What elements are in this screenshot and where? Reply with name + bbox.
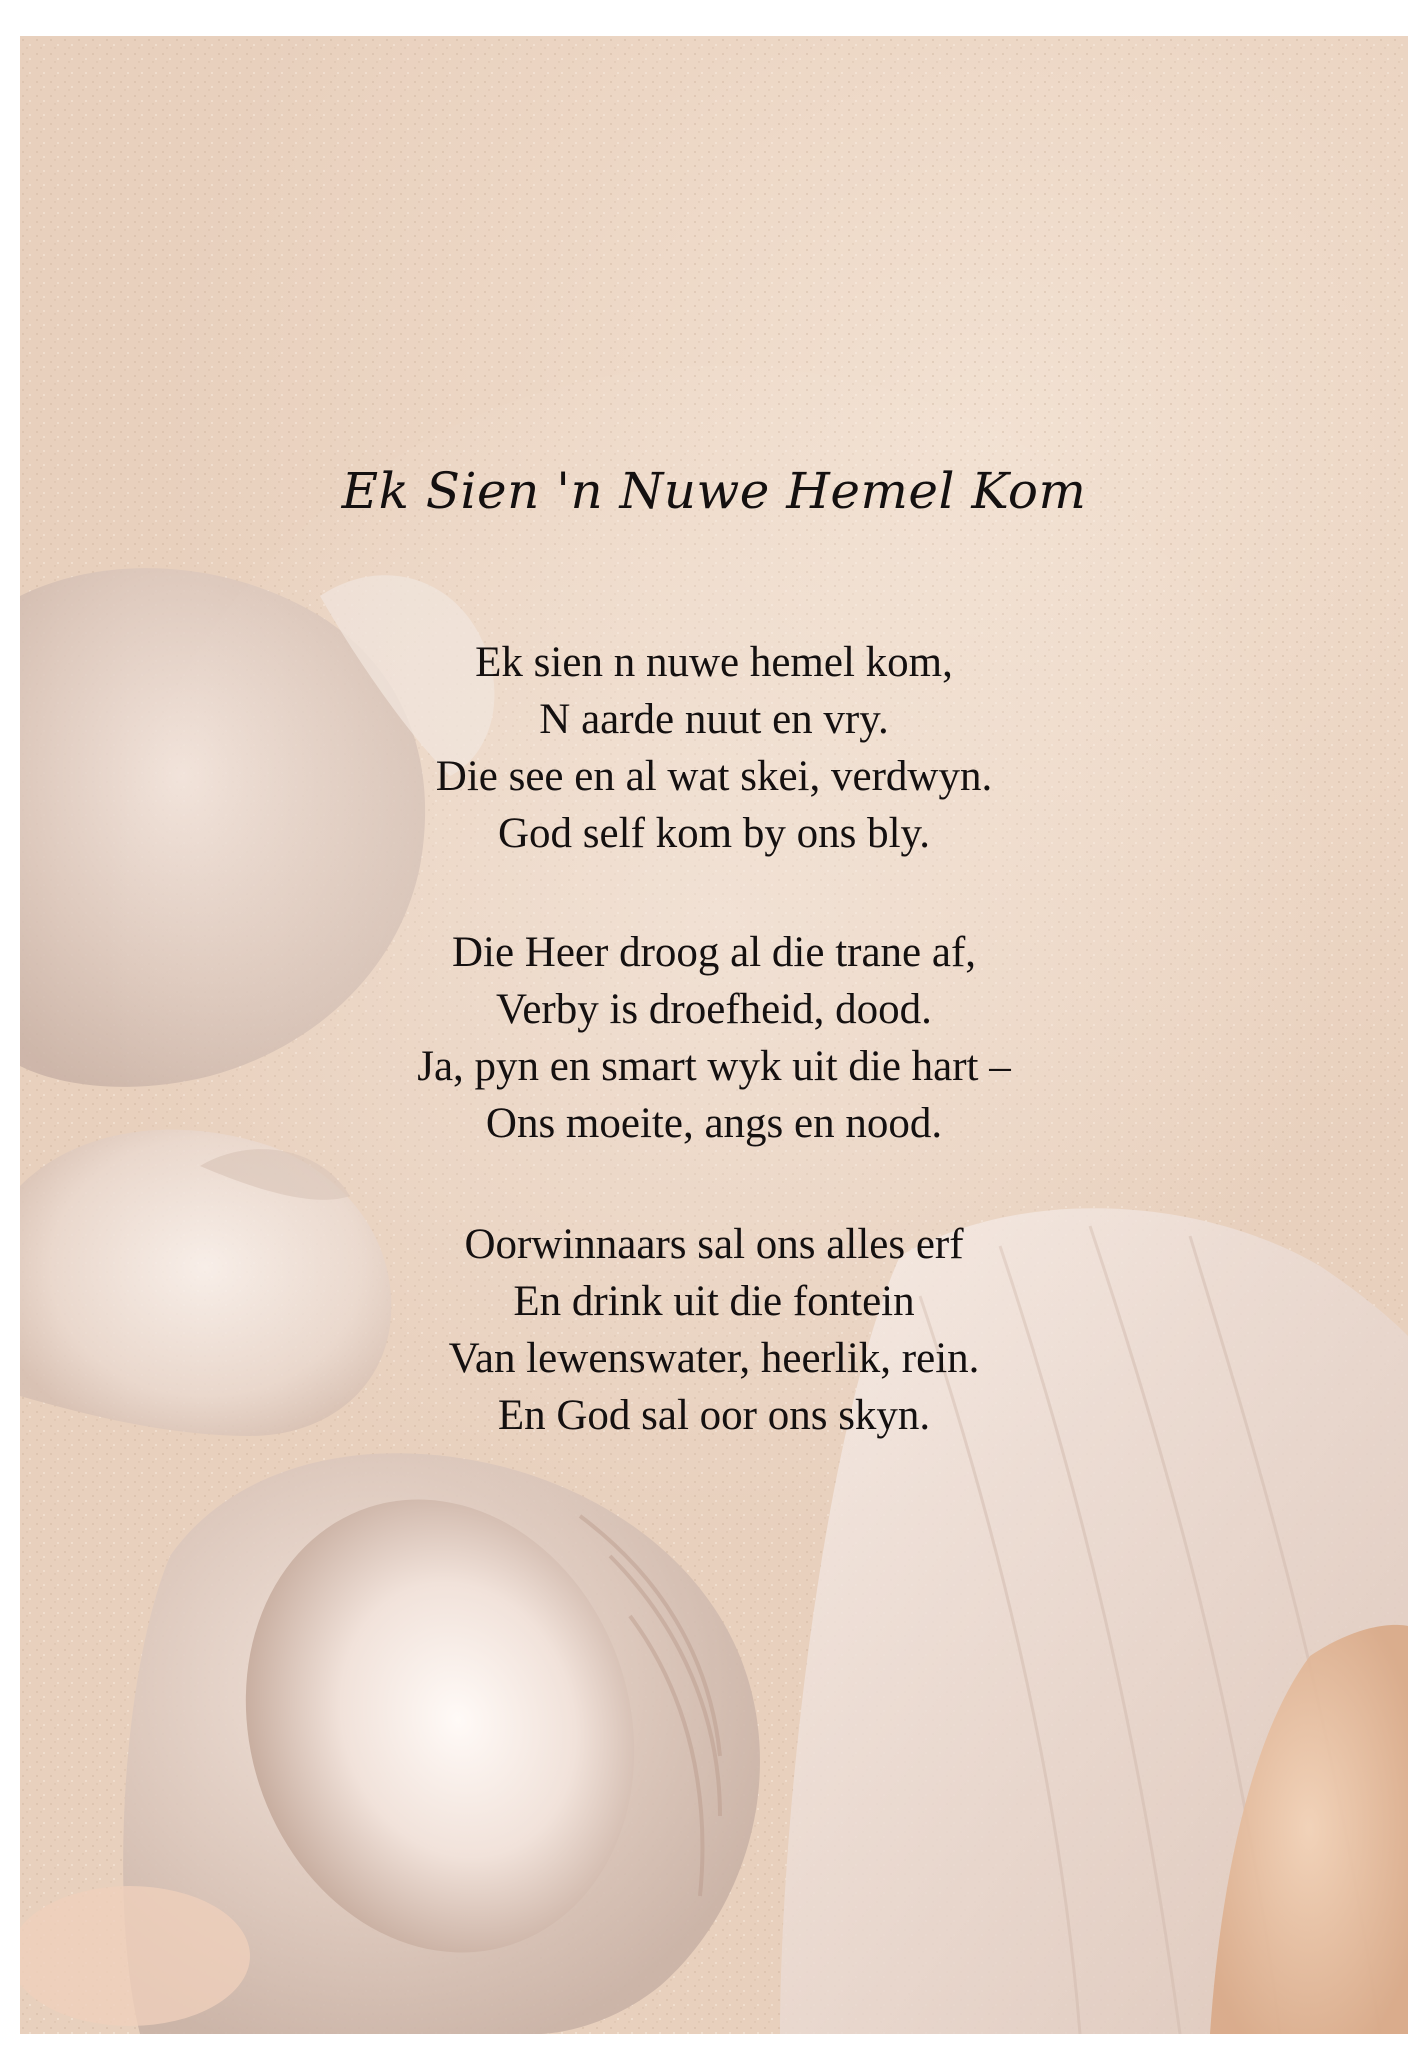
poem-line: Die see en al wat skei, verdwyn. xyxy=(435,753,993,800)
stanza-2 xyxy=(20,924,1408,1152)
poem-line: Ek sien n nuwe hemel kom, xyxy=(475,639,953,686)
poem-line: Oorwinnaars sal ons alles erf xyxy=(464,1221,964,1268)
poem-line: N aarde nuut en vry. xyxy=(539,696,889,743)
poem-line: Ons moeite, angs en nood. xyxy=(485,1100,943,1147)
poem-line: Verby is droefheid, dood. xyxy=(496,986,932,1033)
poem-line: God self kom by ons bly. xyxy=(498,810,930,857)
poem-line: Die Heer droog al die trane af, xyxy=(451,929,977,976)
poem-line: En God sal oor ons skyn. xyxy=(497,1392,931,1439)
poem-sheet xyxy=(20,36,1408,2034)
stanza-1 xyxy=(20,634,1408,862)
poem-line: En drink uit die fontein xyxy=(513,1278,915,1325)
poem xyxy=(20,36,1408,2034)
poem-line: Van lewenswater, heerlik, rein. xyxy=(448,1335,980,1382)
stanza-3 xyxy=(20,1216,1408,1444)
poem-line: Ja, pyn en smart wyk uit die hart – xyxy=(417,1043,1011,1090)
poem-title: Ek Sien 'n Nuwe Hemel Kom xyxy=(341,462,1087,520)
